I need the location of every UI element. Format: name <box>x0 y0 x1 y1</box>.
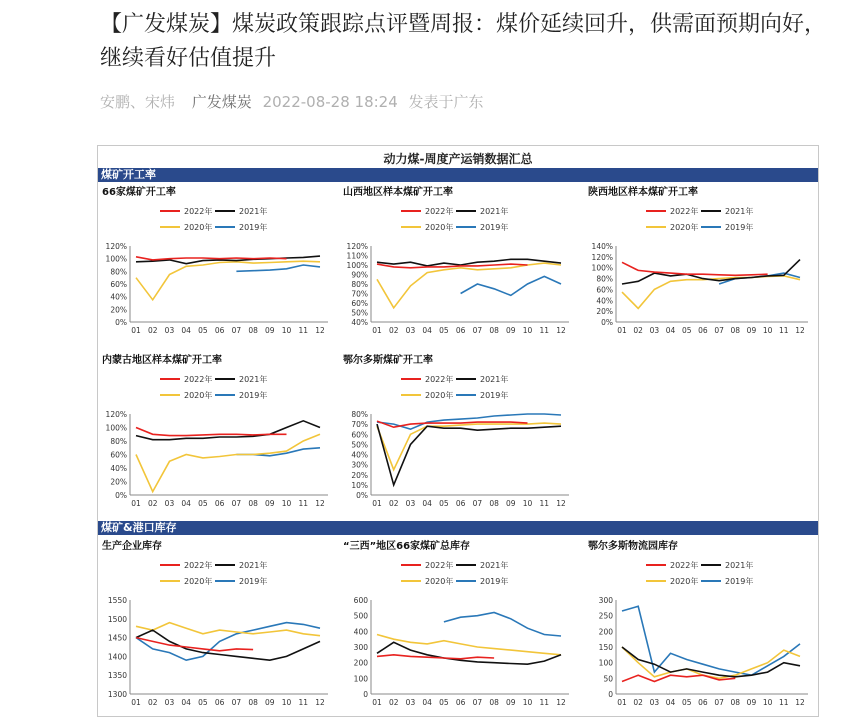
x-tick-label: 01 <box>617 326 627 335</box>
x-tick-label: 09 <box>265 326 275 335</box>
y-tick-label: 1550 <box>107 596 127 605</box>
y-tick-label: 10% <box>351 480 368 490</box>
x-tick-label: 05 <box>681 326 692 335</box>
x-tick-label: 06 <box>214 698 225 707</box>
series-line-2020年 <box>136 434 320 491</box>
x-tick-label: 11 <box>779 698 789 707</box>
x-tick-label: 12 <box>315 326 325 335</box>
chart-svg <box>100 184 336 344</box>
x-tick-label: 03 <box>405 698 416 707</box>
y-tick-label: 1500 <box>107 614 127 624</box>
x-tick-label: 12 <box>556 326 566 335</box>
x-tick-label: 03 <box>649 698 660 707</box>
x-tick-label: 01 <box>131 499 141 508</box>
legend-label: 2021年 <box>725 561 754 570</box>
y-tick-label: 60% <box>596 285 613 295</box>
chart-shanxi-rate <box>341 184 577 344</box>
legend-label: 2019年 <box>480 391 509 400</box>
x-tick-label: 11 <box>539 499 550 508</box>
x-tick-label: 06 <box>214 499 225 508</box>
chart-title: 山西地区样本煤矿开工率 <box>343 187 453 198</box>
legend-label: 2020年 <box>425 391 454 400</box>
x-tick-label: 04 <box>665 326 676 335</box>
legend-label: 2021年 <box>725 207 754 216</box>
x-tick-label: 07 <box>231 698 242 707</box>
series-line-2020年 <box>622 276 800 309</box>
x-tick-label: 01 <box>372 499 382 508</box>
y-tick-label: 60% <box>110 450 127 460</box>
x-tick-label: 05 <box>439 499 449 508</box>
x-tick-label: 04 <box>181 326 191 335</box>
y-tick-label: 1400 <box>107 652 127 662</box>
y-tick-label: 120% <box>346 242 368 251</box>
y-tick-label: 110% <box>346 251 368 261</box>
legend-label: 2022年 <box>670 561 699 570</box>
article-headline: 【广发煤炭】煤炭政策跟踪点评暨周报：煤价延续回升，供需面预期向好，继续看好估值提升 <box>100 12 827 71</box>
y-tick-label: 40% <box>596 296 613 306</box>
series-line-2022年 <box>136 428 287 436</box>
y-tick-label: 0% <box>601 318 613 327</box>
x-tick-label: 03 <box>405 499 416 508</box>
series-line-2019年 <box>236 265 320 271</box>
chart-inner-mongolia-rate <box>100 352 336 517</box>
legend-label: 2021年 <box>239 375 268 384</box>
section-header-inventory: 煤矿&港口库存 <box>98 521 818 535</box>
chart-svg <box>341 184 577 344</box>
x-tick-label: 05 <box>198 698 208 707</box>
x-tick-label: 08 <box>489 698 499 707</box>
x-tick-label: 09 <box>506 499 516 508</box>
chart-svg <box>586 184 816 344</box>
x-tick-label: 02 <box>147 326 158 335</box>
chart-svg <box>100 538 336 716</box>
x-tick-label: 09 <box>265 698 275 707</box>
legend-label: 2020年 <box>184 391 213 400</box>
y-tick-label: 60% <box>351 299 368 308</box>
y-tick-label: 500 <box>353 611 368 621</box>
y-tick-label: 0 <box>363 690 368 699</box>
y-tick-label: 30% <box>351 460 368 470</box>
legend-label: 2020年 <box>670 577 699 586</box>
chart-ordos-logistics-inventory <box>586 538 816 716</box>
x-tick-label: 10 <box>522 698 533 707</box>
chart-svg <box>586 538 816 716</box>
y-tick-label: 300 <box>353 643 368 652</box>
y-tick-label: 250 <box>598 611 613 621</box>
x-tick-label: 11 <box>539 698 550 707</box>
legend-label: 2022年 <box>670 207 699 216</box>
legend-label: 2022年 <box>184 207 213 216</box>
article-meta <box>100 91 490 112</box>
y-tick-label: 20% <box>110 477 127 487</box>
y-tick-label: 120% <box>105 410 127 419</box>
x-tick-label: 02 <box>147 499 158 508</box>
y-tick-label: 300 <box>598 596 613 605</box>
panel-title: 动力煤-周度产运销数据汇总 <box>383 152 533 166</box>
chart-svg <box>100 352 336 517</box>
x-tick-label: 04 <box>422 698 432 707</box>
series-line-2022年 <box>622 262 768 275</box>
y-tick-label: 100% <box>346 261 368 270</box>
x-tick-label: 01 <box>131 698 141 707</box>
article-datetime: 2022-08-28 18:24 <box>262 93 398 111</box>
x-tick-label: 11 <box>298 499 309 508</box>
chart-svg <box>341 352 577 517</box>
legend-label: 2020年 <box>425 223 454 232</box>
y-tick-label: 80% <box>351 410 368 419</box>
x-tick-label: 03 <box>405 326 416 335</box>
x-tick-label: 02 <box>147 698 158 707</box>
legend-label: 2022年 <box>425 561 454 570</box>
legend-label: 2021年 <box>239 207 268 216</box>
chart-title: 鄂尔多斯煤矿开工率 <box>343 355 433 366</box>
legend-label: 2022年 <box>184 561 213 570</box>
x-tick-label: 05 <box>439 326 449 335</box>
x-tick-label: 05 <box>439 698 449 707</box>
x-tick-label: 10 <box>281 698 292 707</box>
x-tick-label: 08 <box>730 698 741 707</box>
chart-title: 生产企业库存 <box>102 541 162 552</box>
x-tick-label: 10 <box>762 326 773 335</box>
x-tick-label: 12 <box>556 698 566 707</box>
x-tick-label: 03 <box>649 326 660 335</box>
y-tick-label: 0% <box>356 491 368 500</box>
legend-label: 2020年 <box>184 223 213 232</box>
series-line-2019年 <box>622 606 800 675</box>
x-tick-label: 07 <box>472 326 483 335</box>
chart-title: 鄂尔多斯物流园库存 <box>588 541 678 552</box>
legend-label: 2020年 <box>184 577 213 586</box>
x-tick-label: 01 <box>131 326 141 335</box>
x-tick-label: 01 <box>372 698 382 707</box>
x-tick-label: 09 <box>506 698 516 707</box>
y-tick-label: 60% <box>110 280 127 289</box>
x-tick-label: 06 <box>698 326 708 335</box>
y-tick-label: 40% <box>110 464 127 473</box>
series-line-2021年 <box>136 630 320 660</box>
x-tick-label: 08 <box>248 698 258 707</box>
x-tick-label: 06 <box>455 499 466 508</box>
x-tick-label: 09 <box>746 698 757 707</box>
y-tick-label: 200 <box>598 627 613 637</box>
series-line-2021年 <box>136 421 320 440</box>
x-tick-label: 11 <box>779 326 789 335</box>
x-tick-label: 03 <box>164 698 175 707</box>
chart-producer-inventory <box>100 538 336 716</box>
y-tick-label: 70% <box>351 420 368 430</box>
x-tick-label: 11 <box>539 326 550 335</box>
y-tick-label: 20% <box>596 307 613 317</box>
y-tick-label: 100% <box>105 423 127 433</box>
x-tick-label: 04 <box>665 698 676 707</box>
x-tick-label: 12 <box>315 698 325 707</box>
series-line-2021年 <box>377 424 561 485</box>
article-category[interactable]: 广发煤炭 <box>191 93 252 111</box>
legend-label: 2019年 <box>239 391 268 400</box>
legend-label: 2019年 <box>480 577 509 586</box>
x-tick-label: 08 <box>730 326 741 335</box>
x-tick-label: 06 <box>455 326 466 335</box>
x-tick-label: 09 <box>265 499 275 508</box>
x-tick-label: 07 <box>714 698 724 707</box>
y-tick-label: 600 <box>353 596 368 605</box>
y-tick-label: 80% <box>596 274 613 284</box>
x-tick-label: 04 <box>422 326 432 335</box>
x-tick-label: 07 <box>714 326 724 335</box>
x-tick-label: 06 <box>214 326 225 335</box>
y-tick-label: 120% <box>105 242 127 251</box>
chart-shaanxi-rate <box>586 184 816 344</box>
y-tick-label: 40% <box>110 292 127 302</box>
series-line-2019年 <box>461 276 561 295</box>
x-tick-label: 09 <box>746 326 757 335</box>
y-tick-label: 0% <box>115 318 127 327</box>
legend-label: 2020年 <box>425 577 454 586</box>
legend-label: 2019年 <box>725 223 754 232</box>
y-tick-label: 1300 <box>107 690 127 699</box>
y-tick-label: 100% <box>591 263 613 273</box>
section-header-operating-rate: 煤矿开工率 <box>98 168 818 182</box>
legend-label: 2019年 <box>480 223 509 232</box>
y-tick-label: 120% <box>591 252 613 262</box>
x-tick-label: 12 <box>795 698 805 707</box>
x-tick-label: 09 <box>506 326 516 335</box>
x-tick-label: 08 <box>489 499 499 508</box>
y-tick-label: 90% <box>351 270 368 280</box>
legend-label: 2020年 <box>670 223 699 232</box>
x-tick-label: 08 <box>248 326 258 335</box>
y-tick-label: 70% <box>351 289 368 299</box>
x-tick-label: 02 <box>388 499 399 508</box>
chart-title: 内蒙古地区样本煤矿开工率 <box>102 355 222 366</box>
x-tick-label: 03 <box>164 499 175 508</box>
x-tick-label: 12 <box>556 499 566 508</box>
x-tick-label: 12 <box>795 326 805 335</box>
y-tick-label: 1450 <box>107 633 127 643</box>
y-tick-label: 200 <box>353 658 368 668</box>
legend-label: 2019年 <box>239 577 268 586</box>
y-tick-label: 80% <box>351 280 368 289</box>
y-tick-label: 0% <box>115 491 127 500</box>
series-line-2020年 <box>377 635 561 655</box>
legend-label: 2021年 <box>480 561 509 570</box>
legend-label: 2022年 <box>184 375 213 384</box>
legend-label: 2021年 <box>480 375 509 384</box>
x-tick-label: 06 <box>698 698 708 707</box>
y-tick-label: 150 <box>598 643 613 652</box>
y-tick-label: 0 <box>608 690 613 699</box>
series-line-2020年 <box>377 423 561 470</box>
x-tick-label: 07 <box>231 326 242 335</box>
x-tick-label: 05 <box>198 499 208 508</box>
x-tick-label: 08 <box>489 326 499 335</box>
x-tick-label: 06 <box>455 698 466 707</box>
x-tick-label: 07 <box>472 499 483 508</box>
series-line-2020年 <box>377 263 561 308</box>
chart-ordos-rate <box>341 352 577 517</box>
x-tick-label: 01 <box>617 698 627 707</box>
legend-label: 2021年 <box>239 561 268 570</box>
chart-sanxi-inventory <box>341 538 577 716</box>
chart-title: 陕西地区样本煤矿开工率 <box>588 187 698 198</box>
legend-label: 2022年 <box>425 375 454 384</box>
x-tick-label: 04 <box>181 499 191 508</box>
x-tick-label: 08 <box>248 499 258 508</box>
y-tick-label: 50% <box>351 308 368 318</box>
x-tick-label: 10 <box>281 326 292 335</box>
x-tick-label: 11 <box>298 698 309 707</box>
y-tick-label: 100 <box>598 658 613 668</box>
y-tick-label: 100% <box>105 254 127 264</box>
legend-label: 2019年 <box>239 223 268 232</box>
y-tick-label: 40% <box>351 318 368 327</box>
legend-label: 2019年 <box>725 577 754 586</box>
chart-66-mines-rate <box>100 184 336 344</box>
y-tick-label: 80% <box>110 437 127 446</box>
x-tick-label: 02 <box>388 326 399 335</box>
x-tick-label: 02 <box>633 326 643 335</box>
article-authors[interactable]: 安鹏、宋炜 <box>100 93 176 111</box>
x-tick-label: 01 <box>372 326 382 335</box>
y-tick-label: 20% <box>110 305 127 315</box>
y-tick-label: 1350 <box>107 671 127 681</box>
x-tick-label: 11 <box>298 326 309 335</box>
legend-label: 2022年 <box>425 207 454 216</box>
series-line-2020年 <box>136 623 320 636</box>
y-tick-label: 40% <box>351 450 368 460</box>
x-tick-label: 02 <box>388 698 399 707</box>
x-tick-label: 02 <box>633 698 643 707</box>
x-tick-label: 05 <box>198 326 208 335</box>
series-line-2019年 <box>444 613 561 637</box>
y-tick-label: 60% <box>351 430 368 440</box>
series-line-2019年 <box>377 414 561 429</box>
x-tick-label: 10 <box>522 499 533 508</box>
legend-label: 2021年 <box>480 207 509 216</box>
chart-svg <box>341 538 577 716</box>
x-tick-label: 07 <box>231 499 242 508</box>
x-tick-label: 10 <box>281 499 292 508</box>
y-tick-label: 20% <box>351 470 368 480</box>
series-line-2022年 <box>377 655 494 659</box>
y-tick-label: 140% <box>591 242 613 251</box>
y-tick-label: 80% <box>110 267 127 277</box>
y-tick-label: 50 <box>603 674 613 684</box>
data-summary-panel <box>97 145 819 717</box>
x-tick-label: 07 <box>472 698 483 707</box>
x-tick-label: 04 <box>181 698 191 707</box>
y-tick-label: 400 <box>353 627 368 637</box>
x-tick-label: 03 <box>164 326 175 335</box>
x-tick-label: 05 <box>681 698 692 707</box>
y-tick-label: 100 <box>353 674 368 684</box>
chart-title: 66家煤矿开工率 <box>102 187 176 198</box>
x-tick-label: 04 <box>422 499 432 508</box>
x-tick-label: 10 <box>762 698 773 707</box>
x-tick-label: 10 <box>522 326 533 335</box>
x-tick-label: 12 <box>315 499 325 508</box>
chart-title: “三西”地区66家煤矿总库存 <box>343 541 471 552</box>
y-tick-label: 50% <box>351 440 368 450</box>
article-location: 发表于广东 <box>408 93 484 111</box>
